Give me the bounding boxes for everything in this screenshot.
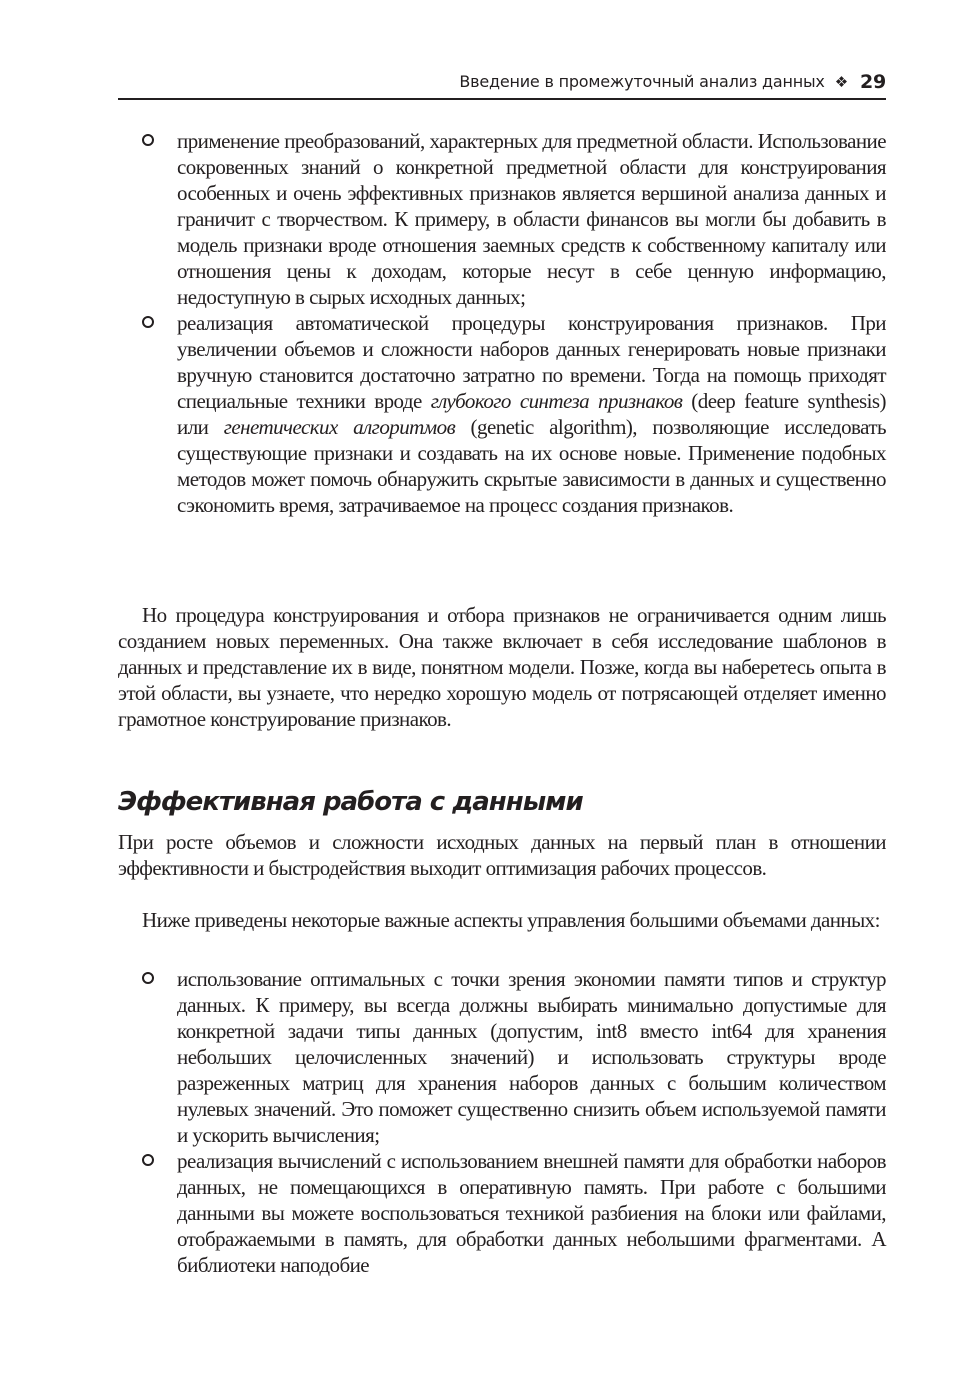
data-management-list	[118, 966, 886, 1278]
body-paragraph: Но процедура конструирования и отбора признаков не ограничивается одним лишь созданием новых переменных. Она также включает в себя исследование шаблонов в данных и представление их в виде, понятном модели. Позже, когда вы наберетесь опыта в этой области, вы узнаете, что нередко хорошую модель от потрясающей отделяет именно грамотное конструирование признаков.	[118, 603, 886, 731]
list-item-text: реализация вычислений с использованием внешней памяти для обработки наборов данных, не помещающихся в оперативную память. При работе с большими данными вы можете воспользоваться техникой разбиения на блоки или файлами, отображаемыми в память, для обработки данных небольшими фрагментами. А библиотеки наподобие	[177, 1149, 886, 1277]
diamond-ornament-icon: ❖	[834, 73, 848, 91]
feature-engineering-list	[118, 128, 886, 518]
body-paragraph: Ниже приведены некоторые важные аспекты управления большими объемами данных:	[142, 908, 880, 932]
list-item-text: использование оптимальных с точки зрения экономии памяти типов и структур данных. К примеру, вы всегда должны выбирать минимально допустимые для конкретной задачи типы данных (допустим, int8 вместо int64 для хранения небольших целочисленных значений) и использовать структуры вроде разреженных матриц для хранения наборов данных с большим количеством нулевых значений. Это поможет существенно снизить объем используемой памяти и ускорить вычисления;	[177, 967, 886, 1147]
list-item	[118, 966, 886, 1148]
circle-bullet-icon	[142, 1154, 154, 1166]
section-heading: Эффективная работа с данными	[118, 787, 583, 817]
page-number: 29	[859, 71, 886, 93]
list-item-text: (deep feature synthesis) или	[177, 389, 886, 439]
running-title: Введение в промежуточный анализ данных	[459, 72, 825, 91]
list-item	[118, 128, 886, 310]
circle-bullet-icon	[142, 134, 154, 146]
circle-bullet-icon	[142, 972, 154, 984]
list-item	[118, 1148, 886, 1278]
italic-term: глубокого синтеза признаков	[430, 389, 683, 413]
italic-term: генетических алгоритмов	[223, 415, 456, 439]
body-paragraph: При росте объемов и сложности исходных данных на первый план в отношении эффективности и быстродействия выходит оптимизация рабочих процессов.	[118, 830, 886, 880]
list-item	[118, 310, 886, 518]
running-header	[118, 70, 886, 100]
circle-bullet-icon	[142, 316, 154, 328]
list-item-text: реализация автоматической процедуры конструирования признаков. При увеличении объемов и сложности наборов данных генерировать новые признаки вручную становится достаточно затратно по времени. Тогда на помощь приходят специальные техники вроде	[177, 311, 886, 413]
list-item-text: (genetic algorithm), позволяющие исследовать существующие признаки и создавать на их основе новые. Применение подобных методов может помочь обнаружить скрытые зависимости в данных и существенно сэкономить время, затрачиваемое на процесс создания признаков.	[177, 415, 886, 517]
list-item-text: применение преобразований, характерных для предметной области. Использование сокровенных знаний о конкретной предметной области для конструирования особенных и очень эффективных признаков является вершиной анализа данных и граничит с творчеством. К примеру, в области финансов вы могли бы добавить в модель признаки вроде отношения заемных средств к собственному капиталу или отношения цены к доходам, которые несут в себе ценную информацию, недоступную в сырых исходных данных;	[177, 129, 886, 309]
